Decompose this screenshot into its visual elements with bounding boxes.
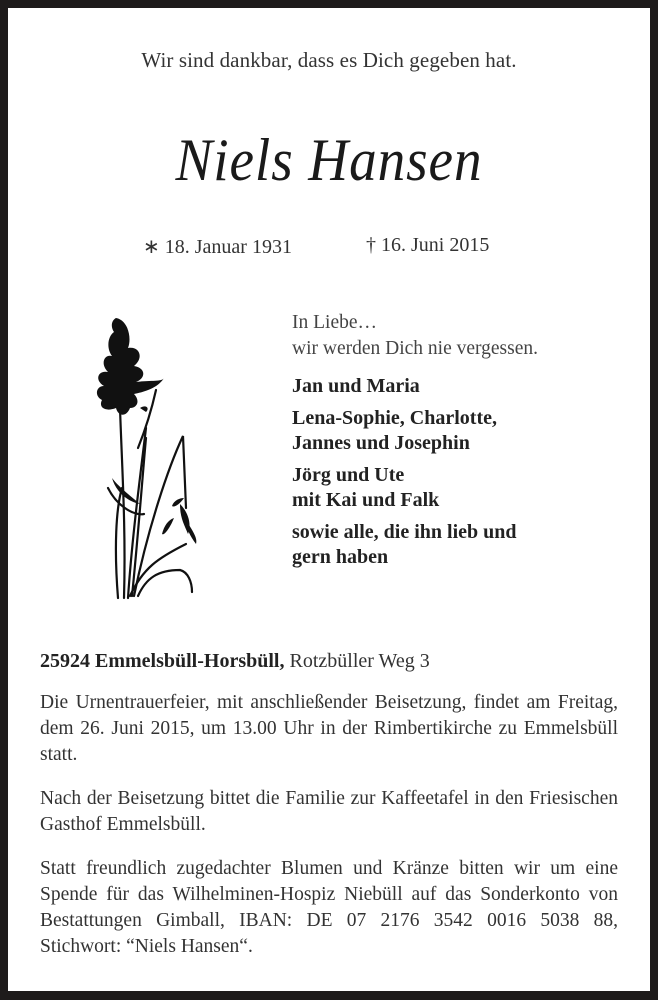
- family-line: sowie alle, die ihn lieb und: [292, 521, 517, 543]
- address-street: Rotzbüller Weg 3: [289, 650, 430, 672]
- mourners-block: [292, 310, 632, 577]
- address: [40, 650, 620, 673]
- family-line: Jan und Maria: [292, 375, 420, 397]
- family-group: [292, 374, 632, 399]
- birth-date-text: 18. Januar 1931: [164, 236, 292, 258]
- family-line: gern haben: [292, 546, 389, 568]
- family-group: [292, 520, 632, 570]
- family-line: Jörg und Ute: [292, 464, 405, 486]
- family-line: mit Kai und Falk: [292, 489, 440, 511]
- intro-line: wir werden Dich nie vergessen.: [292, 338, 539, 359]
- deceased-name: Niels Hansen: [175, 127, 483, 193]
- funeral-info: Die Urnentrauerfeier, mit anschließender Beisetzung, findet am Freitag, dem 26. Juni 2015, um 13.00 Uhr in der Rimbertikirche zu Emmelsbüll statt.: [40, 692, 618, 765]
- family-line: Lena-Sophie, Charlotte,: [292, 407, 497, 429]
- family-group: [292, 463, 632, 513]
- grass-plant-icon: [88, 308, 218, 600]
- birth-date: [143, 234, 292, 259]
- family-group: [292, 406, 632, 456]
- intro-line: In Liebe…: [292, 312, 378, 333]
- motto: Wir sind dankbar, dass es Dich gegeben hat.: [141, 48, 517, 72]
- death-date-text: 16. Juni 2015: [381, 234, 490, 256]
- death-cross-icon: †: [366, 234, 376, 256]
- obituary-notice: [8, 8, 650, 991]
- address-city: 25924 Emmelsbüll-Horsbüll,: [40, 650, 285, 672]
- death-date: [366, 234, 489, 257]
- birth-star-icon: ∗: [143, 236, 160, 258]
- donation-info: Statt freundlich zugedachter Blumen und Kränze bitten wir um eine Spende für das Wilhelminen-Hospiz Niebüll auf das Sonderkonto von Bestattungen Gimball, IBAN: DE 07 2176 3542 0016 5038 88, Stichwort: “Niels Hansen“.: [40, 858, 618, 957]
- family-line: Jannes und Josephin: [292, 432, 470, 454]
- intro-text: [292, 310, 632, 362]
- reception-info: Nach der Beisetzung bittet die Familie zur Kaffeetafel in den Friesischen Gasthof Emmelsbüll.: [40, 788, 618, 835]
